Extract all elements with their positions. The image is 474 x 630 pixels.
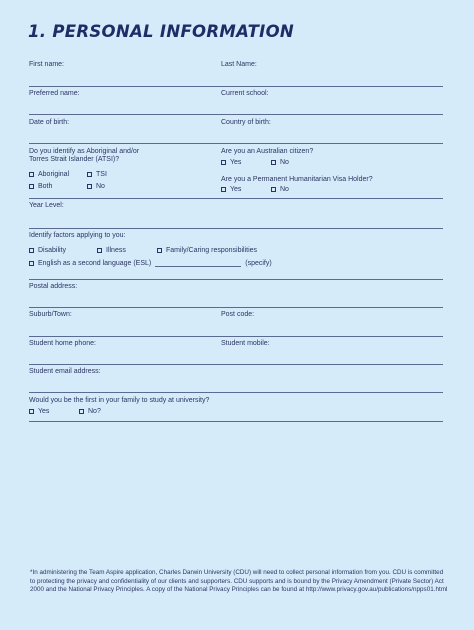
- atsi-question-line2: Torres Strait Islander (ATSI)?: [29, 156, 120, 163]
- citizen-no-label: No: [280, 159, 289, 166]
- preferred-name-input-line[interactable]: [29, 114, 443, 115]
- name-input-line[interactable]: [29, 86, 443, 87]
- family-caring-label: Family/Caring responsibilities: [166, 247, 258, 254]
- atsi-no-option-label: No: [96, 183, 105, 190]
- aboriginal-option-label: Aboriginal: [38, 171, 70, 178]
- year-level-label: Year Level:: [29, 202, 64, 209]
- humanitarian-no-label: No: [280, 186, 289, 193]
- checkbox-box: [29, 248, 34, 253]
- first-in-family-question: Would you be the first in your family to study at university?: [29, 397, 210, 404]
- esl-specify-input[interactable]: [155, 260, 241, 267]
- checkbox-box: [221, 187, 226, 192]
- citizen-question: Are you an Australian citizen?: [221, 148, 314, 155]
- first-family-no-checkbox[interactable]: [79, 408, 101, 415]
- preferred-name-label: Preferred name:: [29, 90, 80, 97]
- postal-address-input-line[interactable]: [29, 307, 443, 308]
- current-school-label: Current school:: [221, 90, 269, 97]
- tsi-checkbox[interactable]: [87, 171, 107, 178]
- country-of-birth-label: Country of birth:: [221, 119, 271, 126]
- checkbox-box: [271, 187, 276, 192]
- last-name-label: Last Name:: [221, 61, 257, 68]
- disability-checkbox[interactable]: [29, 247, 66, 254]
- humanitarian-yes-checkbox[interactable]: [221, 186, 241, 193]
- aboriginal-checkbox[interactable]: [29, 171, 69, 178]
- checkbox-box: [29, 184, 34, 189]
- post-code-label: Post code:: [221, 311, 255, 318]
- disability-label: Disability: [38, 247, 67, 254]
- specify-label: (specify): [245, 260, 272, 267]
- both-option-label: Both: [38, 183, 53, 190]
- esl-checkbox[interactable]: [29, 260, 272, 267]
- suburb-input-line[interactable]: [29, 336, 443, 337]
- email-input-line[interactable]: [29, 392, 443, 393]
- checkbox-box: [29, 409, 34, 414]
- illness-checkbox[interactable]: [97, 247, 126, 254]
- checkbox-box: [87, 172, 92, 177]
- date-of-birth-label: Date of birth:: [29, 119, 70, 126]
- checkbox-box: [87, 184, 92, 189]
- tsi-option-label: TSI: [96, 171, 107, 178]
- factors-question: Identify factors applying to you:: [29, 232, 126, 239]
- checkbox-box: [97, 248, 102, 253]
- email-label: Student email address:: [29, 368, 101, 375]
- suburb-town-label: Suburb/Town:: [29, 311, 72, 318]
- atsi-question-line1: Do you identify as Aboriginal and/or: [29, 148, 140, 155]
- mobile-label: Student mobile:: [221, 340, 270, 347]
- section-title: 1. PERSONAL INFORMATION: [28, 22, 295, 41]
- checkbox-box: [29, 172, 34, 177]
- illness-label: Illness: [106, 247, 126, 254]
- checkbox-box: [271, 160, 276, 165]
- checkbox-box: [221, 160, 226, 165]
- citizen-yes-label: Yes: [230, 159, 242, 166]
- checkbox-box: [157, 248, 162, 253]
- checkbox-box: [79, 409, 84, 414]
- esl-label: English as a second language (ESL): [38, 260, 152, 267]
- family-caring-checkbox[interactable]: [157, 247, 257, 254]
- privacy-footnote: *In administering the Team Aspire application, Charles Darwin University (CDU) will need to collect personal information from you. CDU is committed to protecting the privacy and confidentiality of our clients and supporters. CDU supports and is bound by the Privacy Amendment (Private Sector) Act 2000 and the National Privacy Principles. A copy of the National Privacy Principles can be found at http://www.privacy.gov.au/publications/npps01.html: [30, 569, 448, 594]
- phone-input-line[interactable]: [29, 364, 443, 365]
- humanitarian-question: Are you a Permanent Humanitarian Visa Holder?: [221, 176, 373, 183]
- first-family-yes-checkbox[interactable]: [29, 408, 49, 415]
- citizen-no-checkbox[interactable]: [271, 159, 289, 166]
- checkbox-box: [29, 261, 34, 266]
- atsi-no-checkbox[interactable]: [87, 183, 105, 190]
- year-level-input-line[interactable]: [29, 228, 443, 229]
- citizen-yes-checkbox[interactable]: [221, 159, 241, 166]
- first-family-yes-label: Yes: [38, 408, 50, 415]
- humanitarian-no-checkbox[interactable]: [271, 186, 289, 193]
- date-of-birth-input-line[interactable]: [29, 143, 443, 144]
- home-phone-label: Student home phone:: [29, 340, 96, 347]
- humanitarian-yes-label: Yes: [230, 186, 242, 193]
- atsi-divider-line: [29, 198, 443, 199]
- first-family-no-label: No?: [88, 408, 101, 415]
- postal-address-label: Postal address:: [29, 283, 78, 290]
- first-name-label: First name:: [29, 61, 65, 68]
- factors-divider-line: [29, 279, 443, 280]
- both-checkbox[interactable]: [29, 183, 52, 190]
- first-family-divider-line: [29, 421, 443, 422]
